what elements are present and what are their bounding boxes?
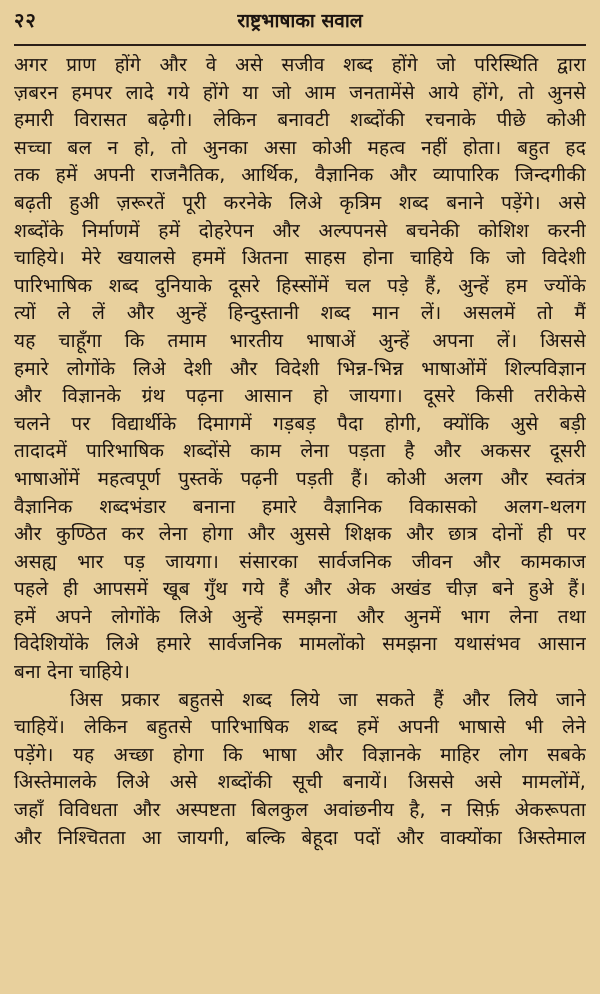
text-line: यह चाहूँगा कि तमाम भारतीय भाषाअें अुन्हें अपना लें। अिससे <box>14 329 586 352</box>
text-line: शब्दोंके निर्माणमें हमें दोहरेपन और अल्पपनसे बचनेकी कोशिश करनी <box>14 219 586 242</box>
text-line: और कुण्ठित कर लेना होगा और अुससे शिक्षक और छात्र दोनों ही पर <box>14 523 586 546</box>
text-line: हमारी विरासत बढ़ेगी। लेकिन बनावटी शब्दोंकी रचनाके पीछे कोअी <box>14 109 586 132</box>
text-line: अिस प्रकार बहुतसे शब्द लिये जा सकते हैं और लिये जाने <box>70 688 586 711</box>
text-line: अिस्तेमालके लिअे असे शब्दोंकी सूची बनायें। अिससे असे मामलोंमें, <box>14 771 586 794</box>
text-line: विदेशियोंके लिअे हमारे सार्वजनिक मामलोंको समझना यथासंभव आसान <box>14 633 586 656</box>
paragraph-1 <box>14 52 586 687</box>
text-line: ज़बरन हमपर लादे गये होंगे या जो आम जनतामेंसे आये होंगे, तो अुनसे <box>14 81 586 104</box>
running-title: राष्ट्रभाषाका सवाल <box>237 10 363 32</box>
text-line: जहाँ विविधता और अस्पष्टता बिलकुल अवांछनीय है, न सिर्फ़ अेकरूपता <box>14 799 586 822</box>
page-number: २२ <box>14 8 37 32</box>
text-line: सच्चा बल न हो, तो अुनका असा कोअी महत्व नहीं होता। बहुत हद <box>14 136 586 159</box>
text-line: चाहिये। मेरे खयालसे हममें अितना साहस होना चाहिये कि जो विदेशी <box>14 247 586 270</box>
body-text <box>14 52 586 852</box>
text-line: तादादमें पारिभाषिक शब्दोंसे काम लेना पड़ता है और अकसर दूसरी <box>14 440 586 463</box>
text-line: चाहियें। लेकिन बहुतसे पारिभाषिक शब्द हमें अपनी भाषासे भी लेने <box>14 716 586 739</box>
text-line: पड़ेंगे। यह अच्छा होगा कि भाषा और विज्ञानके माहिर लोग सबके <box>14 743 586 766</box>
text-line: बढ़ती हुअी ज़रूरतें पूरी करनेके लिअे कृत्रिम शब्द बनाने पड़ेंगे। असे <box>14 191 586 214</box>
text-line: अगर प्राण होंगे और वे असे सजीव शब्द होंगे जो परिस्थिति द्वारा <box>14 54 586 76</box>
text-line: हमारे लोगोंके लिअे देशी और विदेशी भिन्न-भिन्न भाषाओंमें शिल्पविज्ञान <box>14 357 586 380</box>
text-line: वैज्ञानिक शब्दभंडार बनाना हमारे वैज्ञानिक विकासको अलग-थलग <box>14 495 586 518</box>
text-line: पारिभाषिक शब्द दुनियाके दूसरे हिस्सोंमें चल पड़े हैं, अुन्हें हम ज्योंके <box>14 274 586 297</box>
header-rule <box>14 44 586 46</box>
page-header <box>14 6 586 40</box>
text-line: बना देना चाहिये। <box>14 661 131 684</box>
text-line: पहले ही आपसमें खूब गुँथ गये हैं और अेक अखंड चीज़ बने हुअे हैं। <box>14 578 586 601</box>
text-line: त्यों ले लें और अुन्हें हिन्दुस्तानी शब्द मान लें। असलमें तो मैं <box>14 302 586 325</box>
text-line: और विज्ञानके ग्रंथ पढ़ना आसान हो जायगा। दूसरे किसी तरीकेसे <box>14 385 586 408</box>
text-line: भाषाओंमें महत्वपूर्ण पुस्तकें पढ़नी पड़ती हैं। कोअी अलग और स्वतंत्र <box>14 467 586 490</box>
text-line: तक हमें अपनी राजनैतिक, आर्थिक, वैज्ञानिक और व्यापारिक जिन्दगीकी <box>14 164 586 187</box>
text-line: असह्य भार पड़ जायगा। संसारका सार्वजनिक जीवन और कामकाज <box>14 550 586 573</box>
text-line: हमें अपने लोगोंके लिअे अुन्हें समझना और अुनमें भाग लेना तथा <box>14 605 586 628</box>
text-line: चलने पर विद्यार्थीके दिमागमें गड़बड़ पैदा होगी, क्योंकि अुसे बड़ी <box>14 412 586 435</box>
paragraph-2 <box>14 687 586 853</box>
text-line: और निश्चितता आ जायगी, बल्कि बेहूदा पदों और वाक्योंका अिस्तेमाल <box>14 826 586 849</box>
